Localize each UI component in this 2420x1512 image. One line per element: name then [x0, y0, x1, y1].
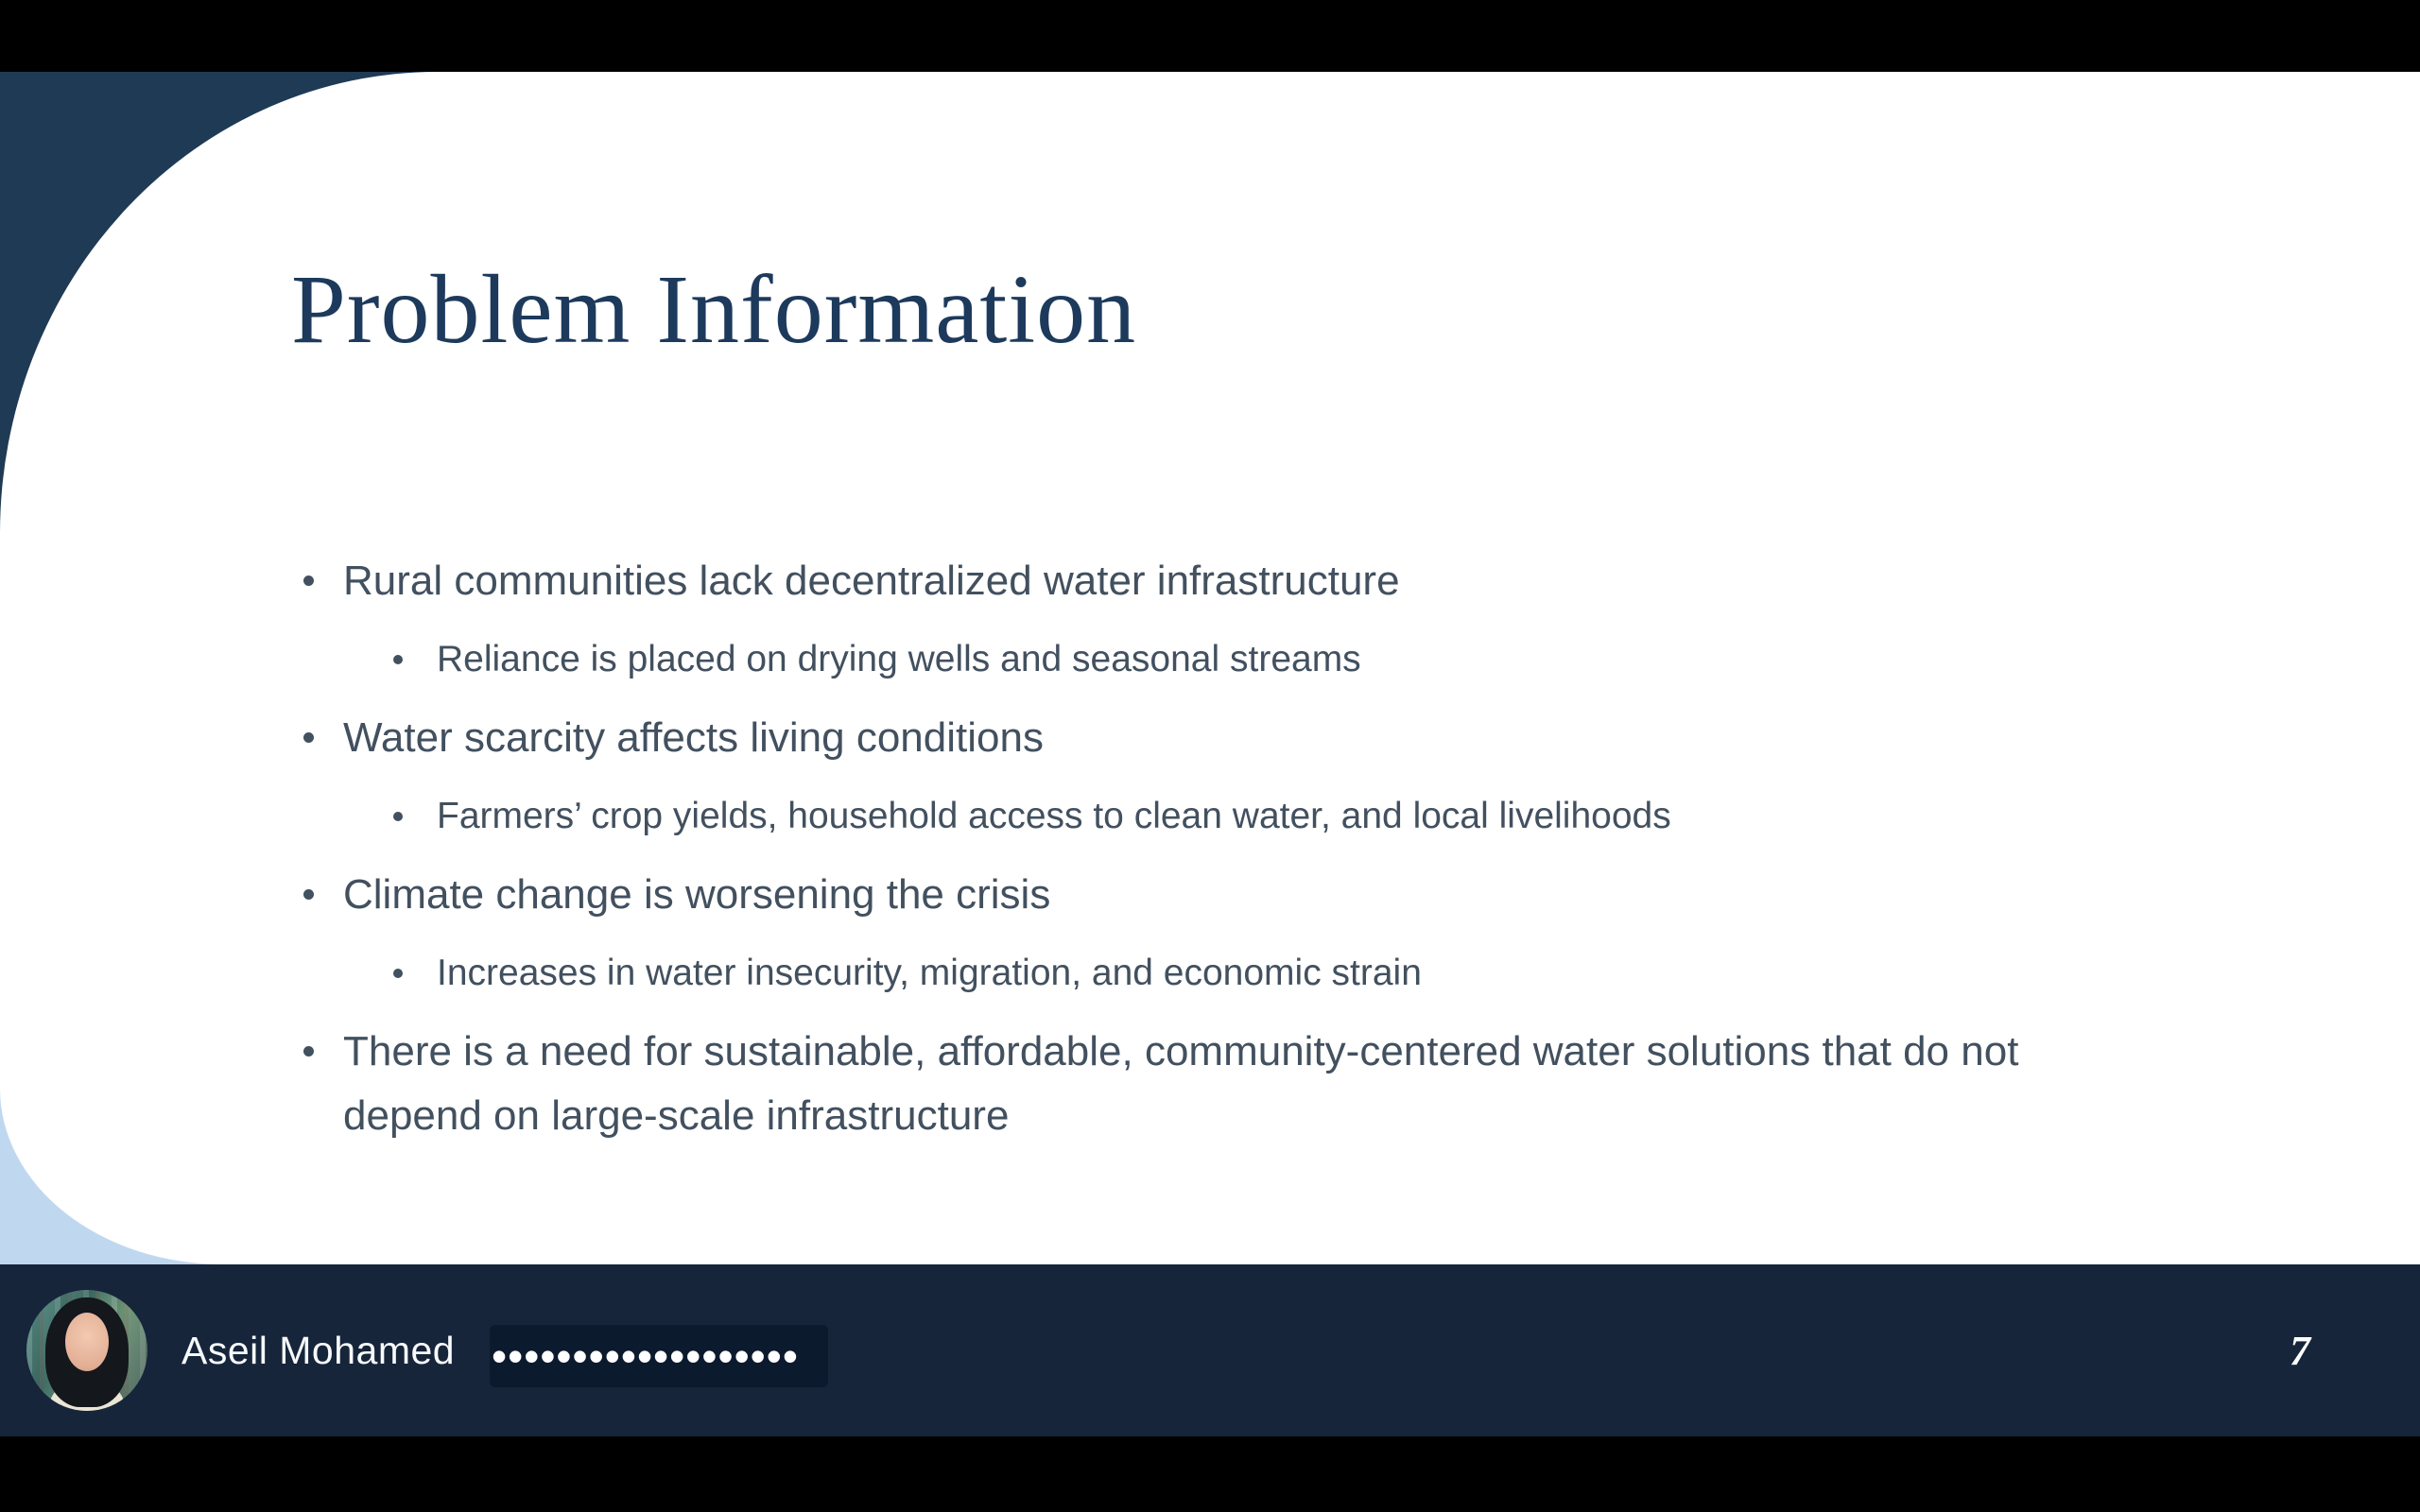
bullet-text: Climate change is worsening the crisis — [343, 871, 1051, 918]
bullet-subitem — [0, 941, 2203, 1005]
bullet-text: Increases in water insecurity, migration, and economic strain — [437, 953, 1422, 993]
slide — [0, 72, 2420, 1264]
page-number: 7 — [2290, 1327, 2310, 1374]
bullet-dot — [393, 812, 403, 821]
bullet-text: Water scarcity affects living conditions — [343, 714, 1044, 761]
letterbox-top — [0, 0, 2420, 72]
masked-text-chip — [490, 1325, 828, 1387]
slide-title: Problem Information — [291, 255, 1137, 364]
bullet-dot — [303, 576, 314, 586]
bullet-text — [343, 1028, 2018, 1139]
bullet-item — [0, 549, 2203, 613]
bullet-dot — [303, 732, 314, 743]
bullet-subitem — [0, 784, 2203, 849]
bullet-text: Rural communities lack decentralized water infrastructure — [343, 558, 1400, 604]
bullet-dot — [303, 889, 314, 900]
bullet-item — [0, 863, 2203, 927]
bullet-list — [0, 549, 2203, 1162]
bullet-text: Farmers’ crop yields, household access to clean water, and local livelihoods — [437, 796, 1671, 836]
presenter-bar — [0, 1264, 2420, 1436]
bullet-dot — [393, 655, 403, 664]
bullet-subitem — [0, 627, 2203, 692]
avatar-face — [65, 1313, 109, 1371]
bullet-item — [0, 706, 2203, 770]
bullet-dot — [303, 1046, 314, 1057]
bullet-item — [0, 1020, 2203, 1148]
presenter-name: Aseil Mohamed — [182, 1328, 456, 1372]
bullet-text-line: There is a need for sustainable, affordable, community-centered water solutions that do not — [343, 1028, 2019, 1074]
bullet-text-line: depend on large-scale infrastructure — [343, 1092, 1010, 1139]
avatar — [26, 1290, 147, 1411]
bullet-dot — [393, 969, 403, 978]
presentation-background — [0, 72, 2420, 1264]
bullet-text: Reliance is placed on drying wells and seasonal streams — [437, 639, 1361, 679]
letterbox-bottom — [0, 1436, 2420, 1512]
masked-dots: ••••••••••••••••••• — [492, 1332, 799, 1381]
